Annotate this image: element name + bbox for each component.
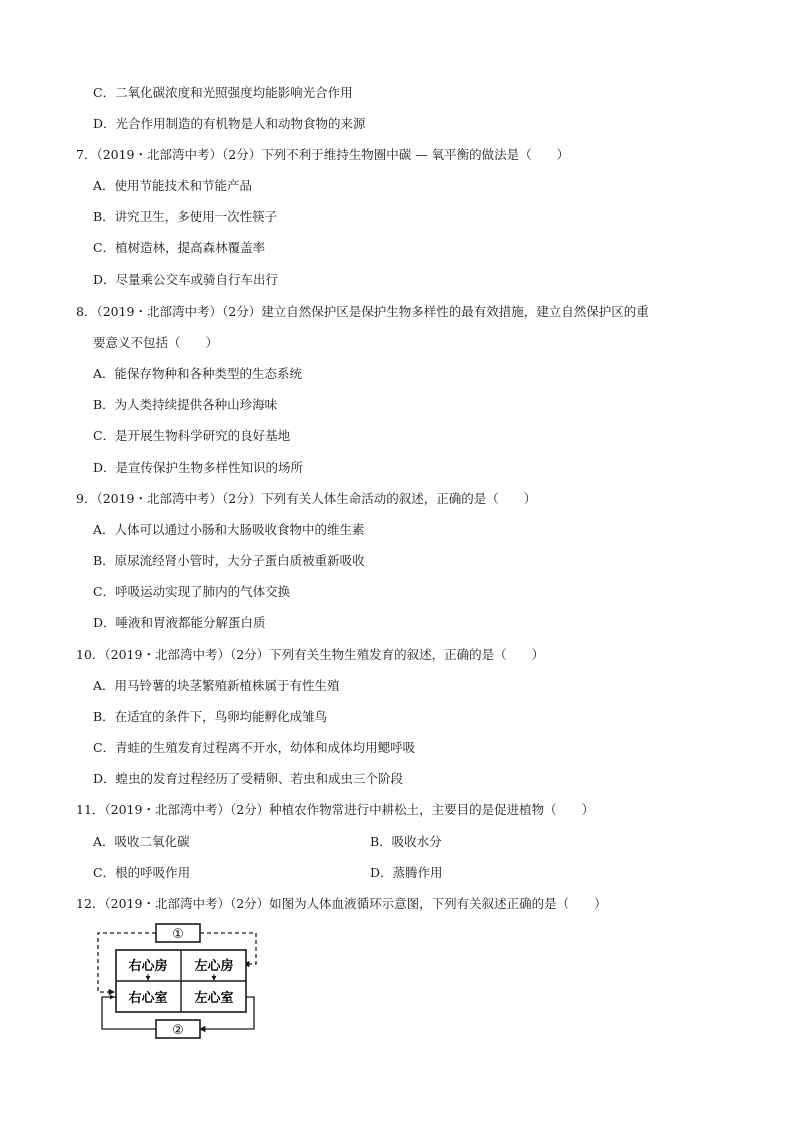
right-ventricle-label: 右心室 (128, 991, 168, 1006)
question-10: 10．（2019・北部湾中考）（2分）下列有关生物生殖发育的叙述，正确的是（ ） (76, 647, 545, 662)
q11-option-d: D．蒸腾作用 (370, 865, 443, 880)
q11-option-c: C．根的呼吸作用 (93, 865, 191, 880)
q8-option-d: D．是宣传保护生物多样性知识的场所 (93, 460, 304, 475)
q9-option-b: B．原尿流经肾小管时，大分子蛋白质被重新吸收 (93, 553, 365, 568)
left-atrium-label: 左心房 (194, 959, 234, 974)
q8-option-a: A．能保存物种和各种类型的生态系统 (93, 366, 303, 381)
circulation-box-2-label: ② (172, 1023, 184, 1038)
q7-option-d: D．尽量乘公交车或骑自行车出行 (93, 272, 279, 287)
q7-option-b: B．讲究卫生，多使用一次性筷子 (93, 209, 278, 224)
question-8-continued: 要意义不包括（ ） (93, 335, 219, 350)
q9-option-c: C．呼吸运动实现了肺内的气体交换 (93, 584, 291, 599)
q6-option-c: C．二氧化碳浓度和光照强度均能影响光合作用 (93, 85, 353, 100)
question-9: 9．（2019・北部湾中考）（2分）下列有关人体生命活动的叙述，正确的是（ ） (76, 491, 537, 506)
blood-circulation-diagram (94, 922, 264, 1040)
q10-option-c: C．青蛙的生殖发育过程离不开水，幼体和成体均用鳃呼吸 (93, 740, 416, 755)
q9-option-d: D．唾液和胃液都能分解蛋白质 (93, 615, 266, 630)
q7-option-c: C．植树造林，提高森林覆盖率 (93, 240, 266, 255)
q10-option-b: B．在适宜的条件下，鸟卵均能孵化成雏鸟 (93, 709, 328, 724)
right-atrium-label: 右心房 (128, 959, 168, 974)
q9-option-a: A．人体可以通过小肠和大肠吸收食物中的维生素 (93, 522, 365, 537)
q11-option-a: A．吸收二氧化碳 (93, 834, 190, 849)
q8-option-c: C．是开展生物科学研究的良好基地 (93, 428, 291, 443)
q10-option-d: D．蝗虫的发育过程经历了受精卵、若虫和成虫三个阶段 (93, 771, 404, 786)
left-ventricle-label: 左心室 (194, 991, 234, 1006)
q6-option-d: D．光合作用制造的有机物是人和动物食物的来源 (93, 116, 366, 131)
q10-option-a: A．用马铃薯的块茎繁殖新植株属于有性生殖 (93, 678, 340, 693)
question-11: 11．（2019・北部湾中考）（2分）种植农作物常进行中耕松土，主要目的是促进植物（ ） (76, 802, 595, 817)
question-12: 12．（2019・北部湾中考）（2分）如图为人体血液循环示意图，下列有关叙述正确的是（ ） (76, 896, 607, 911)
question-7: 7．（2019・北部湾中考）（2分）下列不利于维持生物圈中碳 — 氧平衡的做法是（ ） (76, 147, 570, 162)
q8-option-b: B．为人类持续提供各种山珍海味 (93, 397, 278, 412)
q7-option-a: A．使用节能技术和节能产品 (93, 178, 253, 193)
q11-option-b: B．吸收水分 (370, 834, 442, 849)
circulation-box-1-label: ① (172, 927, 184, 942)
question-8: 8．（2019・北部湾中考）（2分）建立自然保护区是保护生物多样性的最有效措施，建立自然保护区的重 (76, 304, 649, 319)
